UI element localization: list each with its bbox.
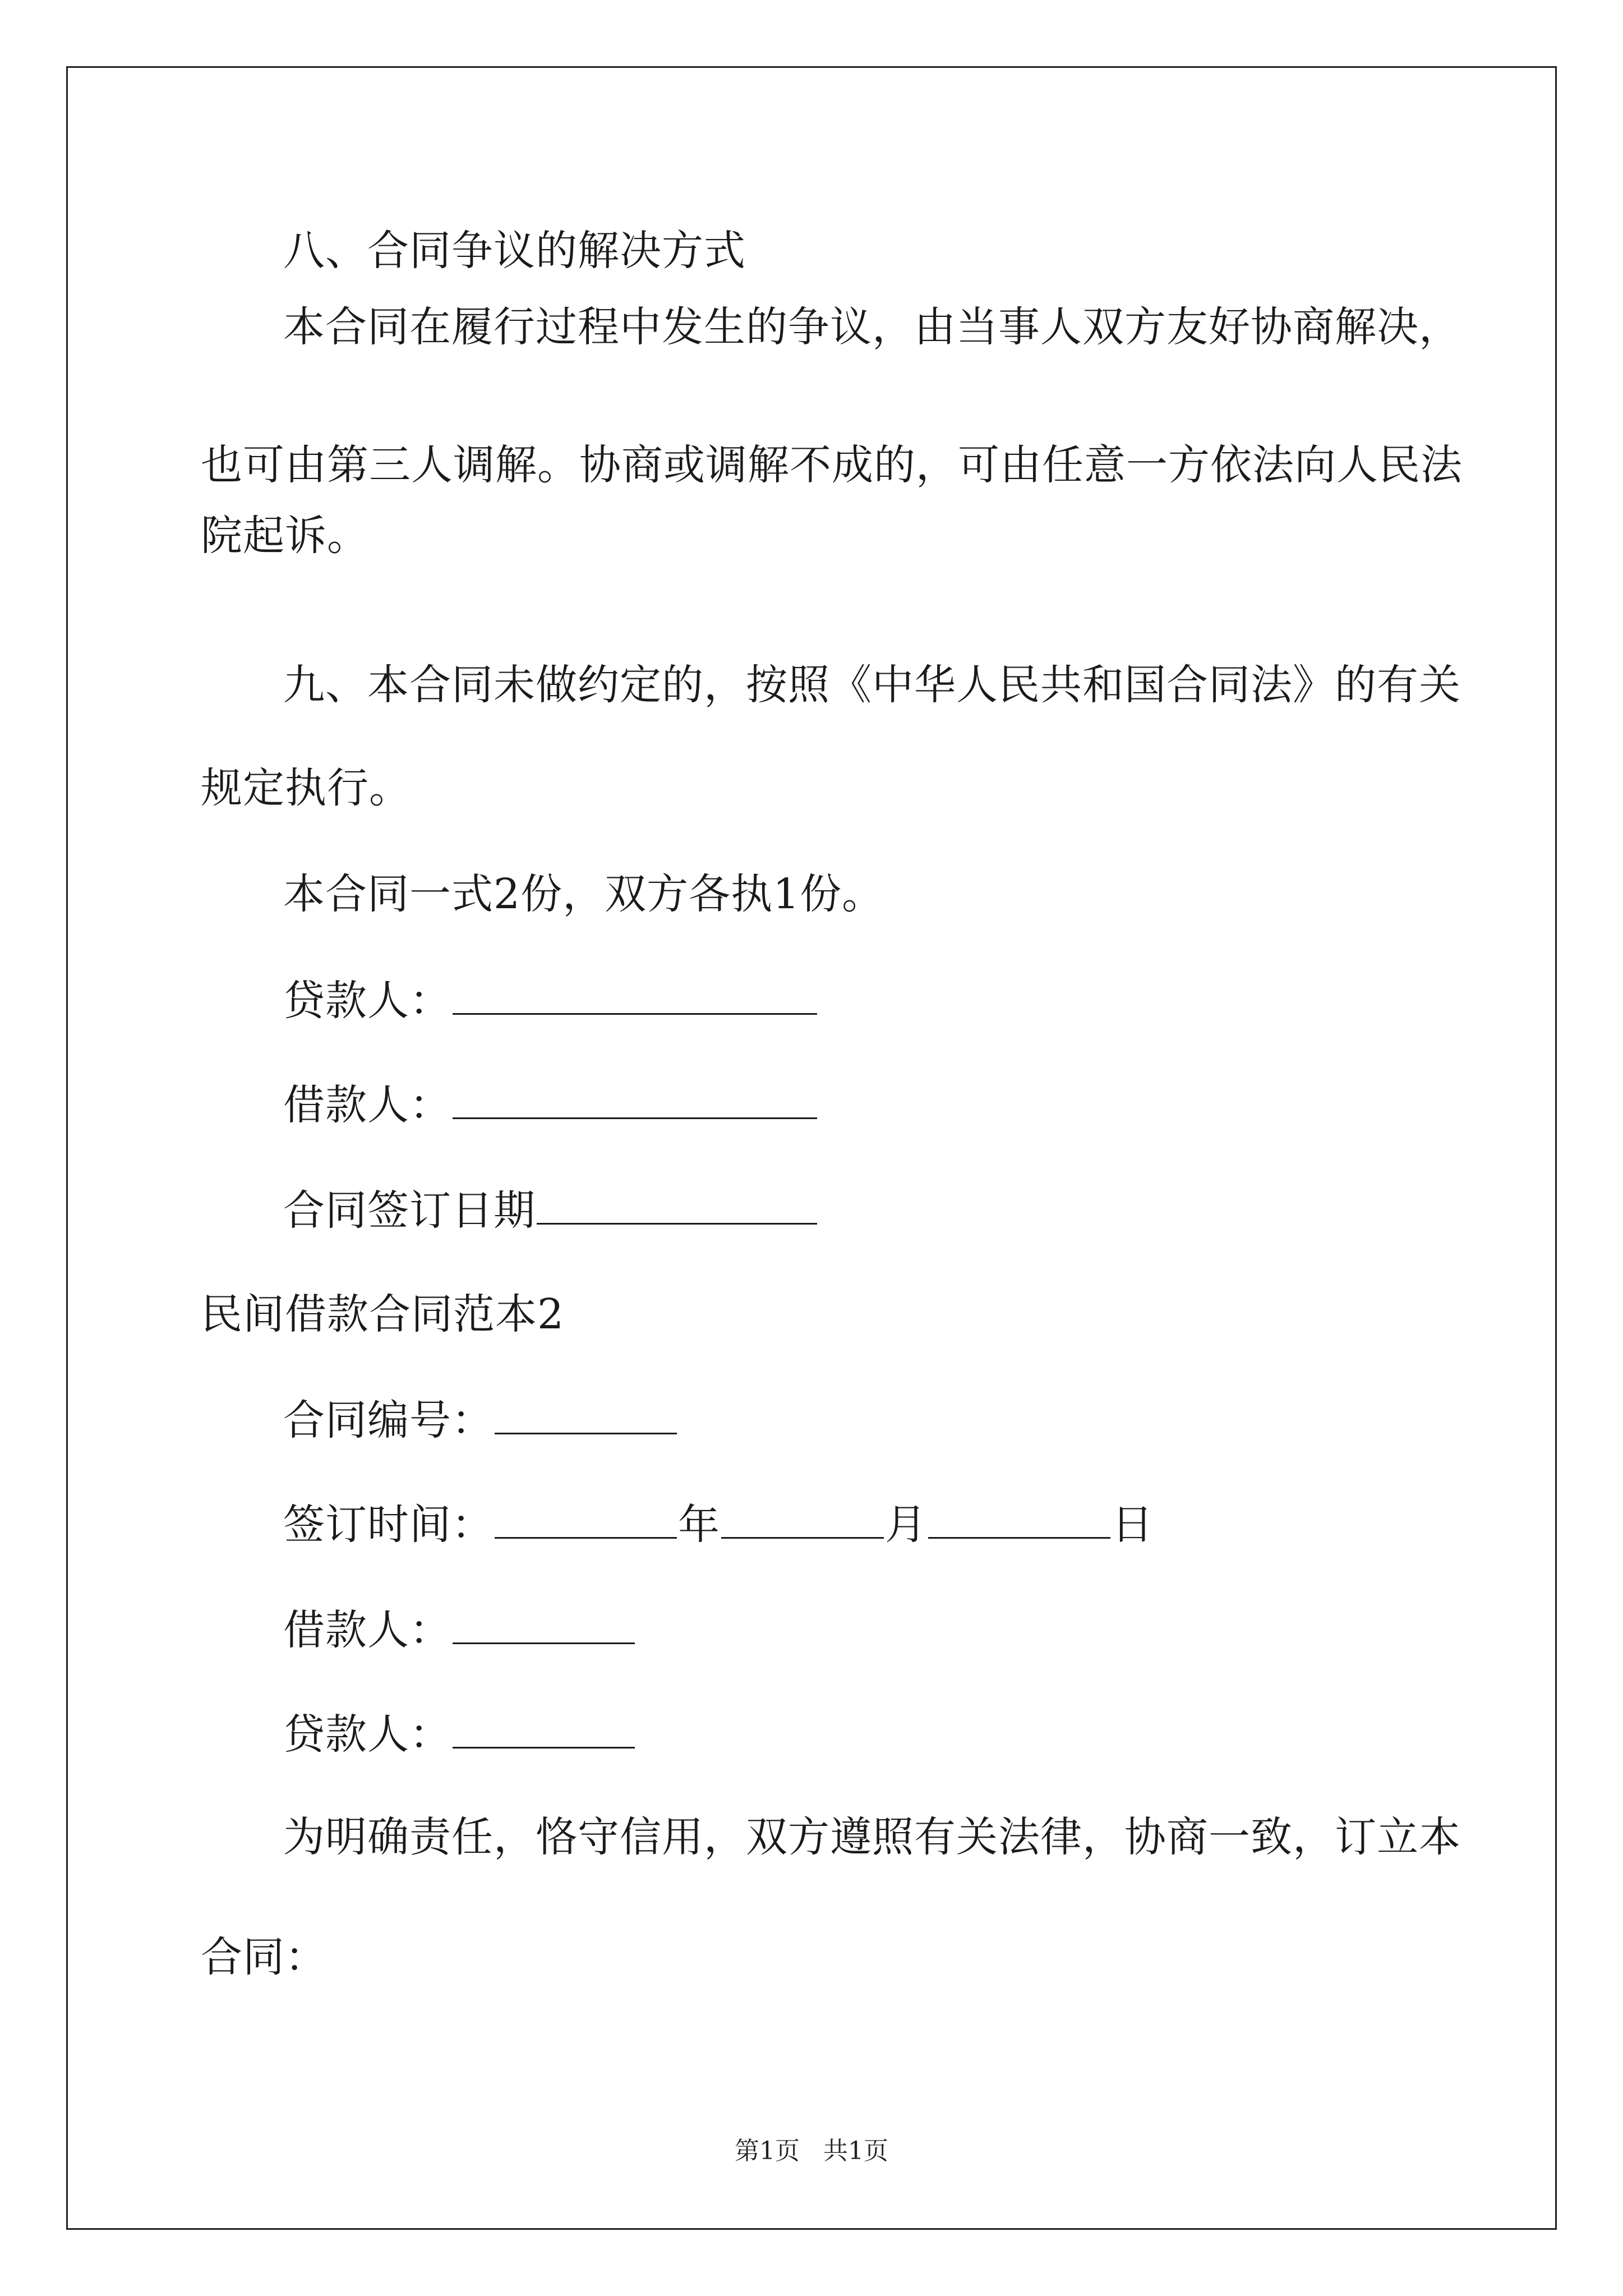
month-label: 月 xyxy=(885,1501,927,1549)
day-blank[interactable] xyxy=(928,1502,1110,1539)
intro-line-2: 合同： xyxy=(201,1933,327,1981)
contract-number-row xyxy=(283,1396,678,1444)
sign-date-blank[interactable] xyxy=(537,1188,817,1225)
section-8-text-line-1: 本合同在履行过程中发生的争议，由当事人双方友好协商解决， xyxy=(283,303,1461,351)
section-9-text-line-1: 九、本合同未做约定的，按照《中华人民共和国合同法》的有关 xyxy=(283,661,1461,709)
sign-time-label: 签订时间： xyxy=(283,1501,494,1549)
page-total: 共1页 xyxy=(823,2137,888,2165)
sign-date-label: 合同签订日期 xyxy=(283,1186,536,1235)
year-label: 年 xyxy=(678,1501,720,1549)
page-current: 第1页 xyxy=(735,2137,800,2165)
borrower-row-2 xyxy=(283,1606,636,1654)
borrower-blank-2[interactable] xyxy=(453,1608,635,1644)
borrower-label: 借款人： xyxy=(283,1081,451,1129)
day-label: 日 xyxy=(1112,1501,1154,1549)
page-border xyxy=(66,66,1557,2230)
lender-label: 贷款人： xyxy=(283,977,451,1025)
borrower-blank[interactable] xyxy=(453,1083,817,1119)
lender-label-2: 贷款人： xyxy=(283,1710,451,1759)
contract-number-label: 合同编号： xyxy=(283,1396,494,1444)
section-9-text-line-2: 规定执行。 xyxy=(201,764,411,812)
section-8-text-line-2: 也可由第三人调解。协商或调解不成的，可由任意一方依法向人民法 xyxy=(201,441,1463,489)
lender-row-2 xyxy=(283,1710,636,1759)
borrower-signature-row xyxy=(283,1081,818,1129)
template-2-title: 民间借款合同范本2 xyxy=(201,1290,565,1338)
page-footer xyxy=(0,2131,1623,2166)
lender-signature-row xyxy=(283,977,818,1025)
borrower-label-2: 借款人： xyxy=(283,1606,451,1654)
section-8-heading: 八、合同争议的解决方式 xyxy=(283,227,746,275)
copies-statement: 本合同一式2份，双方各执1份。 xyxy=(283,870,884,918)
sign-time-row xyxy=(283,1501,1154,1549)
year-blank[interactable] xyxy=(495,1502,677,1539)
lender-blank-2[interactable] xyxy=(453,1712,635,1749)
intro-line-1: 为明确责任，恪守信用，双方遵照有关法律，协商一致，订立本 xyxy=(283,1813,1461,1861)
section-8-text-line-3: 院起诉。 xyxy=(201,512,369,560)
month-blank[interactable] xyxy=(721,1502,884,1539)
contract-number-blank[interactable] xyxy=(495,1398,677,1434)
lender-blank[interactable] xyxy=(453,978,817,1015)
sign-date-row xyxy=(283,1186,818,1235)
